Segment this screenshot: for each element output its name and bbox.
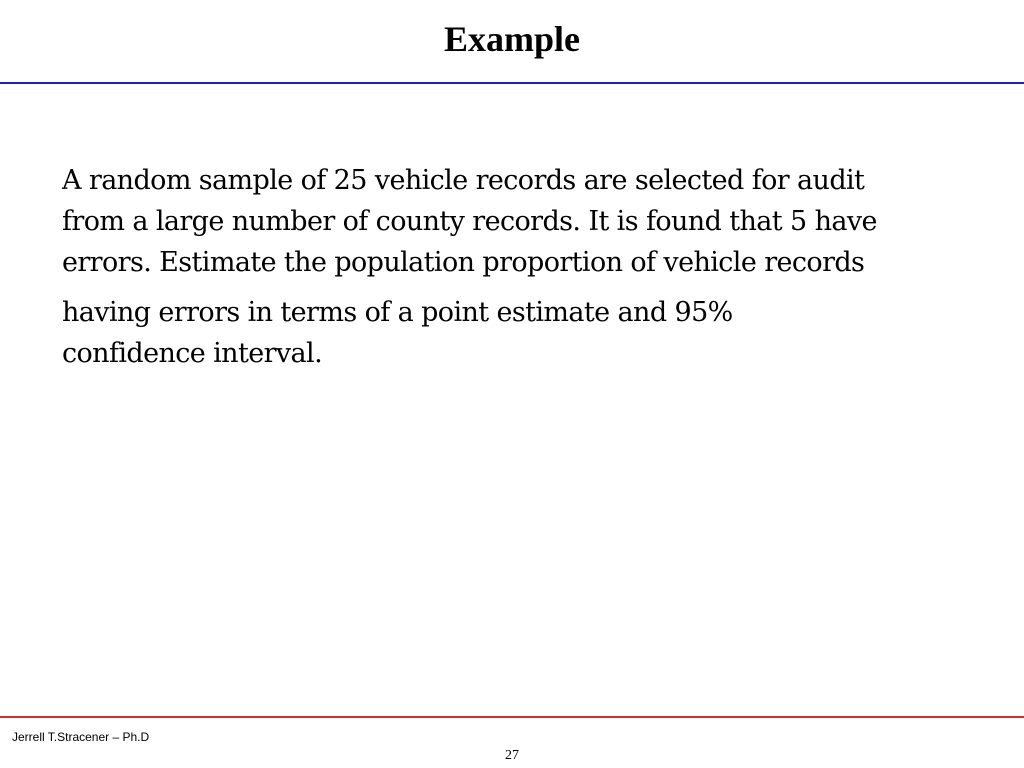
- body-line: from a large number of county records. It is found that 5 have: [62, 206, 877, 237]
- body-line: errors. Estimate the population proportion of vehicle records: [62, 247, 865, 278]
- slide-body-text: [62, 160, 962, 374]
- body-line: confidence interval.: [62, 338, 323, 369]
- footer-author: Jerrell T.Stracener – Ph.D: [12, 730, 150, 744]
- title-divider: [0, 82, 1024, 84]
- slide-title: Example: [443, 19, 580, 59]
- body-line: A random sample of 25 vehicle records are selected for audit: [62, 165, 865, 196]
- body-line: having errors in terms of a point estimate and 95%: [62, 297, 733, 328]
- page-number: 27: [505, 748, 519, 763]
- footer-divider: [0, 716, 1024, 718]
